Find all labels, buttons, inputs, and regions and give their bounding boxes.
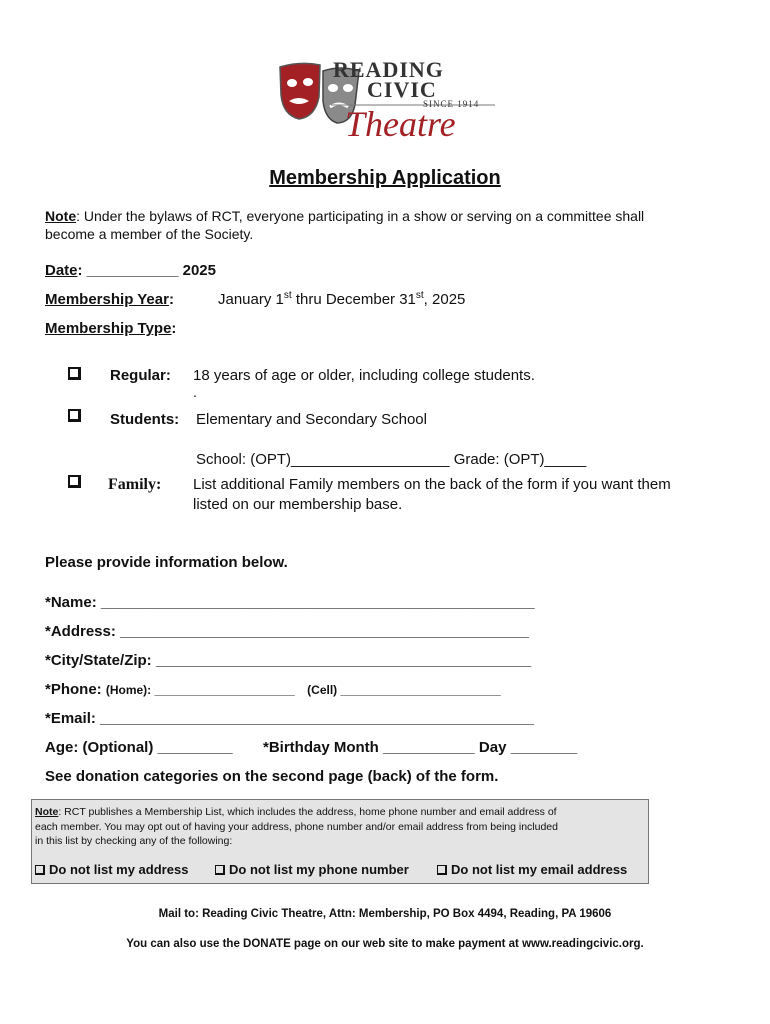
family-text-line1: List additional Family members on the back of the form if you want them — [193, 476, 671, 493]
opt-out-phone-checkbox[interactable] — [215, 865, 225, 875]
year-colon: : — [168, 291, 174, 308]
membership-year-label — [45, 291, 174, 308]
mail-to-address: Mail to: Reading Civic Theatre, Attn: Membership, PO Box 4494, Reading, PA 19606 — [158, 908, 612, 920]
logo-line1: READING — [333, 57, 444, 82]
family-label: Family: — [108, 476, 162, 493]
regular-checkbox[interactable] — [68, 367, 81, 380]
page-title: Membership Application — [269, 167, 501, 189]
privacy-line2: each member. You may opt out of having your address, phone number and/or email address from being included — [35, 821, 558, 833]
donation-note: See donation categories on the second page (back) of the form. — [45, 768, 499, 785]
logo — [275, 55, 500, 145]
opt-out-address-checkbox[interactable] — [35, 865, 45, 875]
privacy-line1 — [35, 806, 557, 818]
phone-home-field[interactable]: (Home): _____________________ — [105, 683, 295, 697]
note-text: : Under the bylaws of RCT, everyone participating in a show or serving on a committee shall — [76, 208, 645, 224]
students-text: Elementary and Secondary School — [196, 411, 427, 428]
logo-script: Theatre — [345, 104, 456, 144]
privacy-label: Note — [35, 806, 59, 818]
regular-dot: . — [193, 384, 197, 400]
phone-field[interactable] — [45, 681, 501, 698]
city-state-zip-field[interactable]: *City/State/Zip: _____________________________________________ — [45, 652, 532, 669]
bylaws-note — [45, 208, 644, 224]
age-field[interactable]: Age: (Optional) _________ — [45, 739, 233, 756]
date-label: Date — [45, 262, 78, 279]
email-field[interactable]: *Email: ____________________________________________________ — [45, 710, 534, 727]
year-text2: thru December 31 — [291, 291, 416, 308]
opt-out-phone[interactable] — [215, 862, 409, 877]
date-field[interactable] — [45, 262, 216, 279]
opt-out-address[interactable] — [35, 862, 188, 877]
school-grade-field[interactable]: School: (OPT)___________________ Grade: (OPT)_____ — [196, 451, 587, 468]
type-label-text: Membership Type — [45, 320, 172, 337]
year-sup2: st — [415, 290, 424, 301]
date-blank: : ___________ 2025 — [77, 262, 216, 279]
note-label: Note — [45, 208, 77, 224]
name-field[interactable]: *Name: ____________________________________________________ — [45, 594, 535, 611]
privacy-line1-text: : RCT publishes a Membership List, which includes the address, home phone number and email address of — [58, 806, 557, 818]
opt-out-email-checkbox[interactable] — [437, 865, 447, 875]
privacy-note-box — [31, 799, 649, 884]
opt-out-email[interactable] — [437, 862, 627, 877]
logo-line2: CIVIC — [367, 77, 437, 102]
opt-out-address-label: Do not list my address — [49, 862, 189, 877]
phone-cell-field[interactable]: (Cell) ________________________ — [307, 683, 501, 697]
phone-label: *Phone: — [45, 681, 102, 698]
opt-out-email-label: Do not list my email address — [451, 862, 628, 877]
membership-type-label — [45, 320, 176, 337]
regular-text: 18 years of age or older, including college students. — [193, 367, 535, 384]
students-label: Students: — [110, 411, 180, 428]
students-checkbox[interactable] — [68, 409, 81, 422]
birthday-field[interactable]: *Birthday Month ___________ Day ________ — [263, 739, 578, 756]
opt-out-phone-label: Do not list my phone number — [229, 862, 409, 877]
regular-label: Regular: — [110, 367, 171, 384]
logo-since: SINCE 1914 — [423, 99, 480, 109]
year-sup1: st — [283, 290, 292, 301]
provide-info-heading: Please provide information below. — [45, 554, 288, 571]
privacy-line3: in this list by checking any of the following: — [35, 835, 233, 847]
address-field[interactable]: *Address: _________________________________________________ — [45, 623, 529, 640]
year-text3: , 2025 — [423, 291, 466, 308]
donate-page-note: You can also use the DONATE page on our web site to make payment at www.readingcivic.org. — [126, 938, 644, 950]
type-colon: : — [171, 320, 177, 337]
year-label-text: Membership Year — [45, 291, 169, 308]
membership-year-value — [218, 290, 465, 308]
family-text-line2: listed on our membership base. — [193, 496, 403, 513]
family-checkbox[interactable] — [68, 475, 81, 488]
year-text1: January 1 — [218, 291, 284, 308]
bylaws-note-line2: become a member of the Society. — [45, 226, 254, 242]
